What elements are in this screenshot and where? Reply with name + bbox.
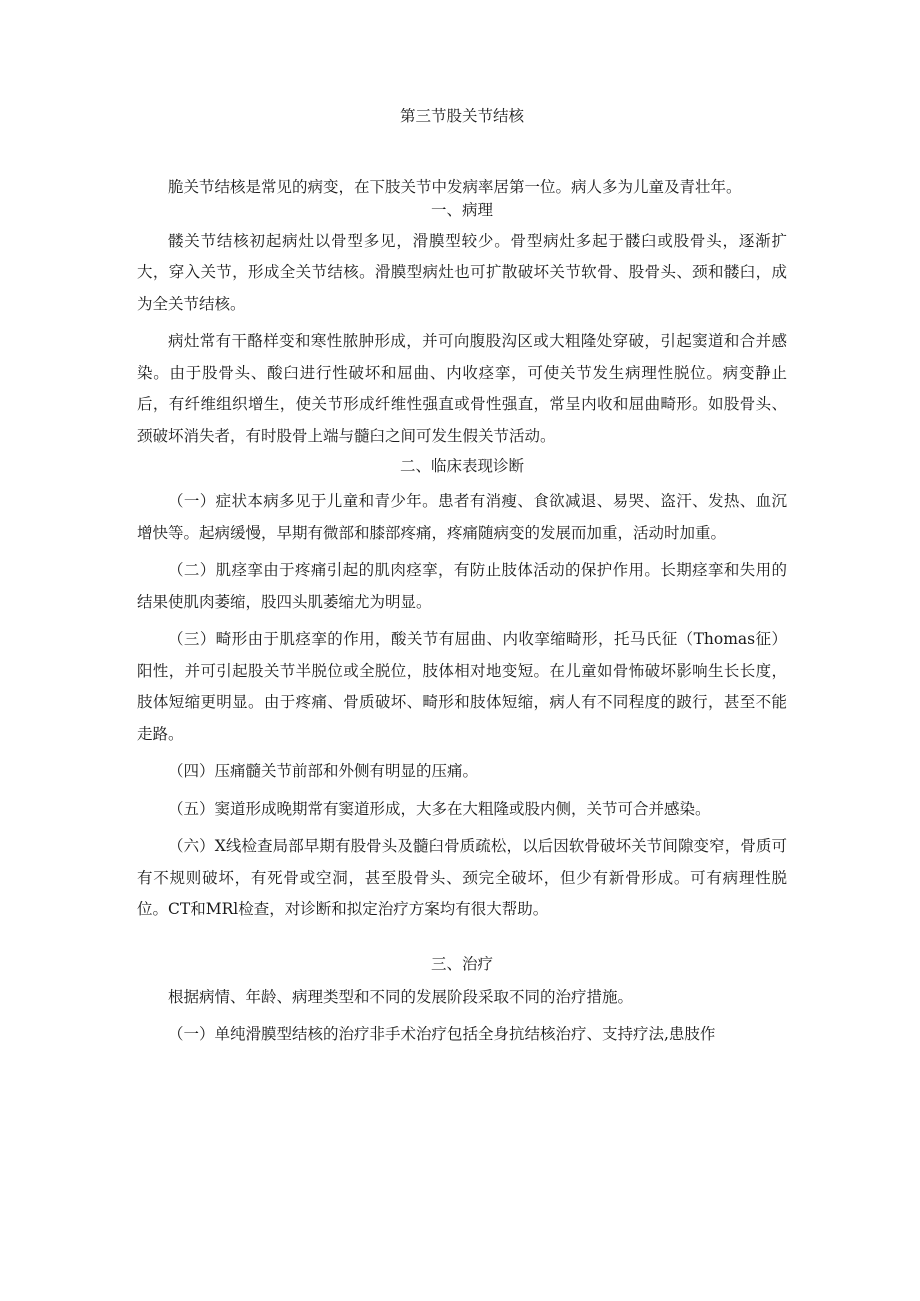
paragraph: （三）畸形由于肌痉挛的作用，酸关节有屈曲、内收挛缩畸形，托马氏征（Thomas征）阳性，并可引起股关节半脱位或全脱位，肢体相对地变短。在儿童如骨怖破坏影响生长长度，肢体短缩更明显。由于疼痛、骨质破坏、畸形和肢体短缩，病人有不同程度的跛行，甚至不能走路。 xyxy=(137,630,787,743)
paragraph: （一）症状本病多见于儿童和青少年。患者有消瘦、食欲减退、易哭、盗汗、发热、血沉增快等。起病缓慢，早期有微部和膝部疼痛，疼痛随病变的发展而加重，活动时加重。 xyxy=(137,492,787,542)
intro-paragraph: 脆关节结核是常见的病变，在下肢关节中发病率居第一位。病人多为儿童及青壮年。 xyxy=(168,178,742,196)
section-heading-pathology: 一、病理 xyxy=(430,200,493,219)
paragraph: （五）窦道形成晚期常有窦道形成，大多在大粗隆或股内侧，关节可合并感染。 xyxy=(168,799,711,818)
paragraph: （六）X线检查局部早期有股骨头及髓臼骨质疏松，以后因软骨破坏关节间隙变窄，骨质可有不规则破坏，有死骨或空洞，甚至股骨头、颈完全破坏，但少有新骨形成。可有病理性脱位。CT和MRl检查，对诊断和拟定治疗方案均有很大帮助。 xyxy=(137,837,787,918)
page-title: 第三节股关节结核 xyxy=(399,107,524,125)
section-heading-treatment: 三、治疗 xyxy=(430,954,493,973)
paragraph: （二）肌痉挛由于疼痛引起的肌肉痉挛，有防止肢体活动的保护作用。长期痉挛和失用的结果使肌肉萎缩，股四头肌萎缩尤为明显。 xyxy=(137,561,787,611)
paragraph: 髅关节结核初起病灶以骨型多见，滑膜型较少。骨型病灶多起于髅臼或股骨头，逐渐扩大，穿入关节，形成全关节结核。滑膜型病灶也可扩散破坏关节软骨、股骨头、颈和髅臼，成为全关节结核。 xyxy=(137,231,787,313)
body-text xyxy=(137,172,787,1051)
section-heading-clinical: 二、临床表现诊断 xyxy=(399,457,524,475)
paragraph: 根据病情、年龄、病理类型和不同的发展阶段采取不同的治疗措施。 xyxy=(168,987,634,1006)
paragraph: （一）单纯滑膜型结核的治疗非手术治疗包括全身抗结核治疗、支持疗法,患肢作 xyxy=(168,1025,716,1043)
paragraph: 病灶常有干酪样变和寒性脓肿形成，并可向腹股沟区或大粗隆处穿破，引起窦道和合并感染。由于股骨头、酸臼进行性破坏和屈曲、内收痉挛，可使关节发生病理性脱位。病变静止后，有纤维组织增生，使关节形成纤维性强直或骨性强直，常呈内收和屈曲畸形。如股骨头、颈破坏消失者，有时股骨上端与髓臼之间可发生假关节活动。 xyxy=(137,332,787,445)
paragraph: （四）压痛髓关节前部和外侧有明显的压痛。 xyxy=(168,762,479,780)
